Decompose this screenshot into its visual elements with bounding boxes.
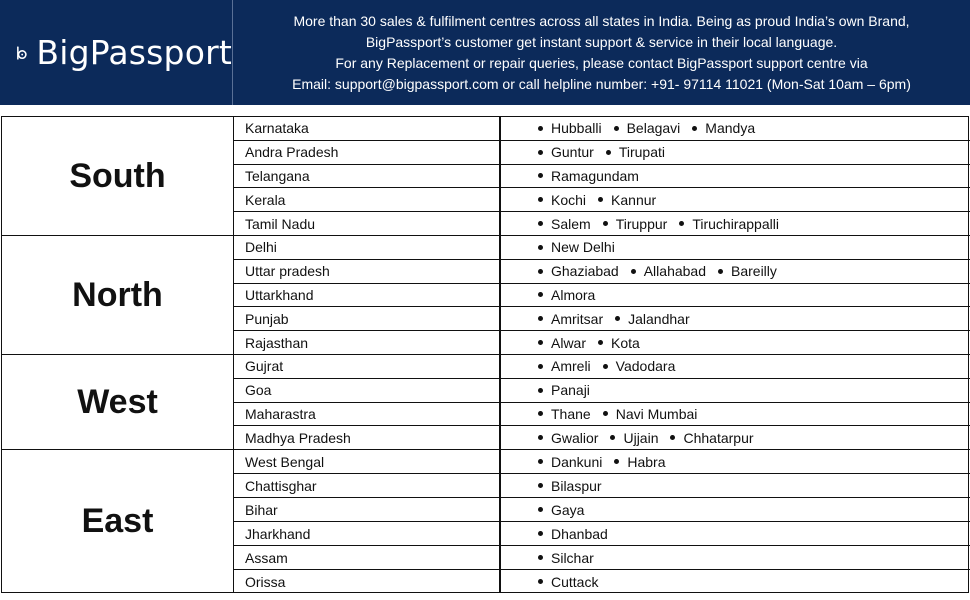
bullet-icon: [538, 459, 543, 464]
city-list: [501, 426, 970, 449]
state-name: Goa: [234, 379, 501, 402]
notice-line: Email: support@bigpassport.com or call helpline number: +91- 97114 11021 (Mon-Sat 10am – 6pm): [292, 76, 911, 92]
city-item: [538, 216, 591, 232]
table-row: [234, 141, 970, 165]
city-item: [606, 144, 665, 160]
city-name: Silchar: [551, 549, 594, 566]
city-name: Cuttack: [551, 573, 599, 590]
state-name: Bihar: [234, 498, 501, 521]
city-name: Mandya: [705, 120, 756, 137]
state-name: Kerala: [234, 188, 501, 211]
city-list: [501, 403, 970, 426]
table-row: [234, 284, 970, 308]
city-name: Bareilly: [731, 263, 777, 280]
region-block: [2, 236, 970, 355]
city-name: Vadodara: [615, 358, 676, 375]
city-item: [631, 263, 706, 279]
city-list: [501, 522, 970, 545]
table-row: [234, 570, 970, 593]
state-name: Gujrat: [234, 355, 501, 378]
city-item: [718, 263, 777, 279]
city-name: Bilaspur: [551, 477, 602, 494]
bullet-icon: [538, 364, 543, 369]
state-name: Delhi: [234, 236, 501, 259]
bullet-icon: [670, 435, 675, 440]
city-name: Jalandhar: [628, 310, 690, 327]
state-name: Telangana: [234, 165, 501, 188]
region-block: [2, 450, 970, 593]
city-item: [538, 192, 586, 208]
table-row: [234, 117, 970, 141]
state-name: Uttarkhand: [234, 284, 501, 307]
city-item: [538, 263, 619, 279]
table-row: [234, 426, 970, 449]
city-item: [538, 454, 602, 470]
region-name: North: [2, 236, 234, 354]
support-notice: [233, 0, 970, 105]
city-list: [501, 570, 970, 593]
city-list: [501, 355, 970, 378]
city-item: [538, 526, 608, 542]
table-row: [234, 450, 970, 474]
city-item: [538, 406, 591, 422]
table-row: [234, 379, 970, 403]
region-rows: [234, 236, 970, 354]
bullet-icon: [606, 150, 611, 155]
city-item: [538, 168, 639, 184]
state-name: Punjab: [234, 307, 501, 330]
city-name: Amritsar: [551, 310, 604, 327]
state-name: Andra Pradesh: [234, 141, 501, 164]
table-row: [234, 403, 970, 427]
city-item: [538, 120, 602, 136]
city-name: Alwar: [551, 334, 587, 351]
table-row: [234, 498, 970, 522]
city-list: [501, 188, 970, 211]
region-name: East: [2, 450, 234, 593]
bullet-icon: [598, 197, 603, 202]
city-list: [501, 141, 970, 164]
table-row: [234, 165, 970, 189]
bullet-icon: [538, 388, 543, 393]
state-name: Uttar pradesh: [234, 260, 501, 283]
city-list: [501, 450, 970, 473]
table-row: [234, 236, 970, 260]
state-name: Jharkhand: [234, 522, 501, 545]
city-name: Navi Mumbai: [615, 405, 698, 422]
city-item: [679, 216, 779, 232]
bullet-icon: [538, 483, 543, 488]
bullet-icon: [538, 221, 543, 226]
city-list: [501, 117, 970, 140]
bullet-icon: [614, 459, 619, 464]
city-name: Gaya: [551, 501, 585, 518]
city-list: [501, 379, 970, 402]
notice-line: BigPassport’s customer get instant support & service in their local language.: [365, 34, 838, 50]
city-name: Tiruppur: [615, 215, 668, 232]
city-name: Panaji: [551, 382, 590, 399]
city-list: [501, 260, 970, 283]
bp-logo-icon: [16, 30, 28, 76]
bullet-icon: [614, 126, 619, 131]
city-name: Guntur: [551, 144, 594, 161]
city-item: [538, 239, 615, 255]
city-item: [538, 144, 594, 160]
table-row: [234, 355, 970, 379]
state-name: Madhya Pradesh: [234, 426, 501, 449]
city-item: [538, 287, 595, 303]
city-name: Kannur: [611, 191, 657, 208]
city-name: Tirupati: [618, 144, 665, 161]
bullet-icon: [538, 411, 543, 416]
city-name: Hubballi: [551, 120, 602, 137]
table-row: [234, 212, 970, 235]
city-item: [598, 192, 656, 208]
city-list: [501, 284, 970, 307]
table-row: [234, 331, 970, 354]
table-row: [234, 546, 970, 570]
city-item: [538, 550, 594, 566]
header-banner: [0, 0, 970, 105]
bullet-icon: [538, 316, 543, 321]
state-name: Orissa: [234, 570, 501, 593]
city-list: [501, 498, 970, 521]
table-row: [234, 307, 970, 331]
city-list: [501, 212, 970, 235]
region-block: [2, 117, 970, 236]
region-name: South: [2, 117, 234, 235]
city-name: Tiruchirappalli: [692, 215, 779, 232]
state-name: West Bengal: [234, 450, 501, 473]
city-item: [692, 120, 755, 136]
city-item: [610, 430, 658, 446]
city-item: [603, 406, 698, 422]
region-block: [2, 355, 970, 450]
city-name: Dankuni: [551, 453, 603, 470]
city-item: [538, 358, 591, 374]
bullet-icon: [603, 411, 608, 416]
city-name: Dhanbad: [551, 525, 608, 542]
city-name: Ghaziabad: [551, 263, 619, 280]
city-list: [501, 236, 970, 259]
city-list: [501, 474, 970, 497]
state-name: Karnataka: [234, 117, 501, 140]
city-list: [501, 307, 970, 330]
city-name: Almora: [551, 286, 596, 303]
bullet-icon: [610, 435, 615, 440]
bullet-icon: [692, 126, 697, 131]
region-rows: [234, 355, 970, 449]
bullet-icon: [538, 173, 543, 178]
bullet-icon: [615, 316, 620, 321]
city-item: [538, 574, 598, 590]
city-name: Gwalior: [551, 429, 599, 446]
service-centres-table: [1, 116, 969, 593]
bullet-icon: [538, 292, 543, 297]
city-item: [538, 382, 590, 398]
brand-logo: [0, 0, 233, 105]
bullet-icon: [538, 126, 543, 131]
city-item: [615, 311, 690, 327]
city-item: [614, 120, 681, 136]
city-name: Belagavi: [626, 120, 681, 137]
city-name: New Delhi: [551, 239, 615, 256]
state-name: Chattisghar: [234, 474, 501, 497]
state-name: Assam: [234, 546, 501, 569]
bullet-icon: [603, 364, 608, 369]
region-name: West: [2, 355, 234, 449]
city-list: [501, 546, 970, 569]
state-name: Tamil Nadu: [234, 212, 501, 235]
bullet-icon: [538, 507, 543, 512]
city-name: Habra: [627, 453, 666, 470]
city-item: [538, 311, 603, 327]
bullet-icon: [538, 150, 543, 155]
state-name: Maharastra: [234, 403, 501, 426]
city-item: [598, 335, 640, 351]
city-name: Salem: [551, 215, 591, 232]
notice-line: For any Replacement or repair queries, please contact BigPassport support centre via: [335, 55, 868, 71]
region-rows: [234, 450, 970, 593]
table-row: [234, 474, 970, 498]
bullet-icon: [631, 269, 636, 274]
city-item: [538, 478, 602, 494]
bullet-icon: [538, 579, 543, 584]
city-item: [538, 335, 586, 351]
city-list: [501, 331, 970, 354]
city-item: [603, 358, 676, 374]
city-item: [603, 216, 668, 232]
bullet-icon: [538, 197, 543, 202]
state-name: Rajasthan: [234, 331, 501, 354]
bullet-icon: [538, 555, 543, 560]
city-name: Allahabad: [643, 263, 706, 280]
city-item: [614, 454, 665, 470]
city-name: Ramagundam: [551, 167, 639, 184]
brand-name: BigPassport: [36, 33, 232, 72]
table-row: [234, 522, 970, 546]
city-name: Kochi: [551, 191, 587, 208]
bullet-icon: [718, 269, 723, 274]
city-name: Thane: [551, 405, 591, 422]
bullet-icon: [538, 269, 543, 274]
city-name: Chhatarpur: [683, 429, 754, 446]
city-name: Kota: [611, 334, 640, 351]
notice-line: More than 30 sales & fulfilment centres across all states in India. Being as proud India’s own Brand,: [293, 13, 910, 29]
city-item: [538, 430, 598, 446]
city-list: [501, 165, 970, 188]
city-name: Ujjain: [623, 429, 659, 446]
bullet-icon: [538, 245, 543, 250]
city-name: Amreli: [551, 358, 591, 375]
city-item: [538, 502, 584, 518]
table-row: [234, 260, 970, 284]
city-item: [670, 430, 753, 446]
bullet-icon: [538, 340, 543, 345]
table-row: [234, 188, 970, 212]
bullet-icon: [598, 340, 603, 345]
bullet-icon: [538, 531, 543, 536]
bullet-icon: [538, 435, 543, 440]
bullet-icon: [679, 221, 684, 226]
bullet-icon: [603, 221, 608, 226]
region-rows: [234, 117, 970, 235]
